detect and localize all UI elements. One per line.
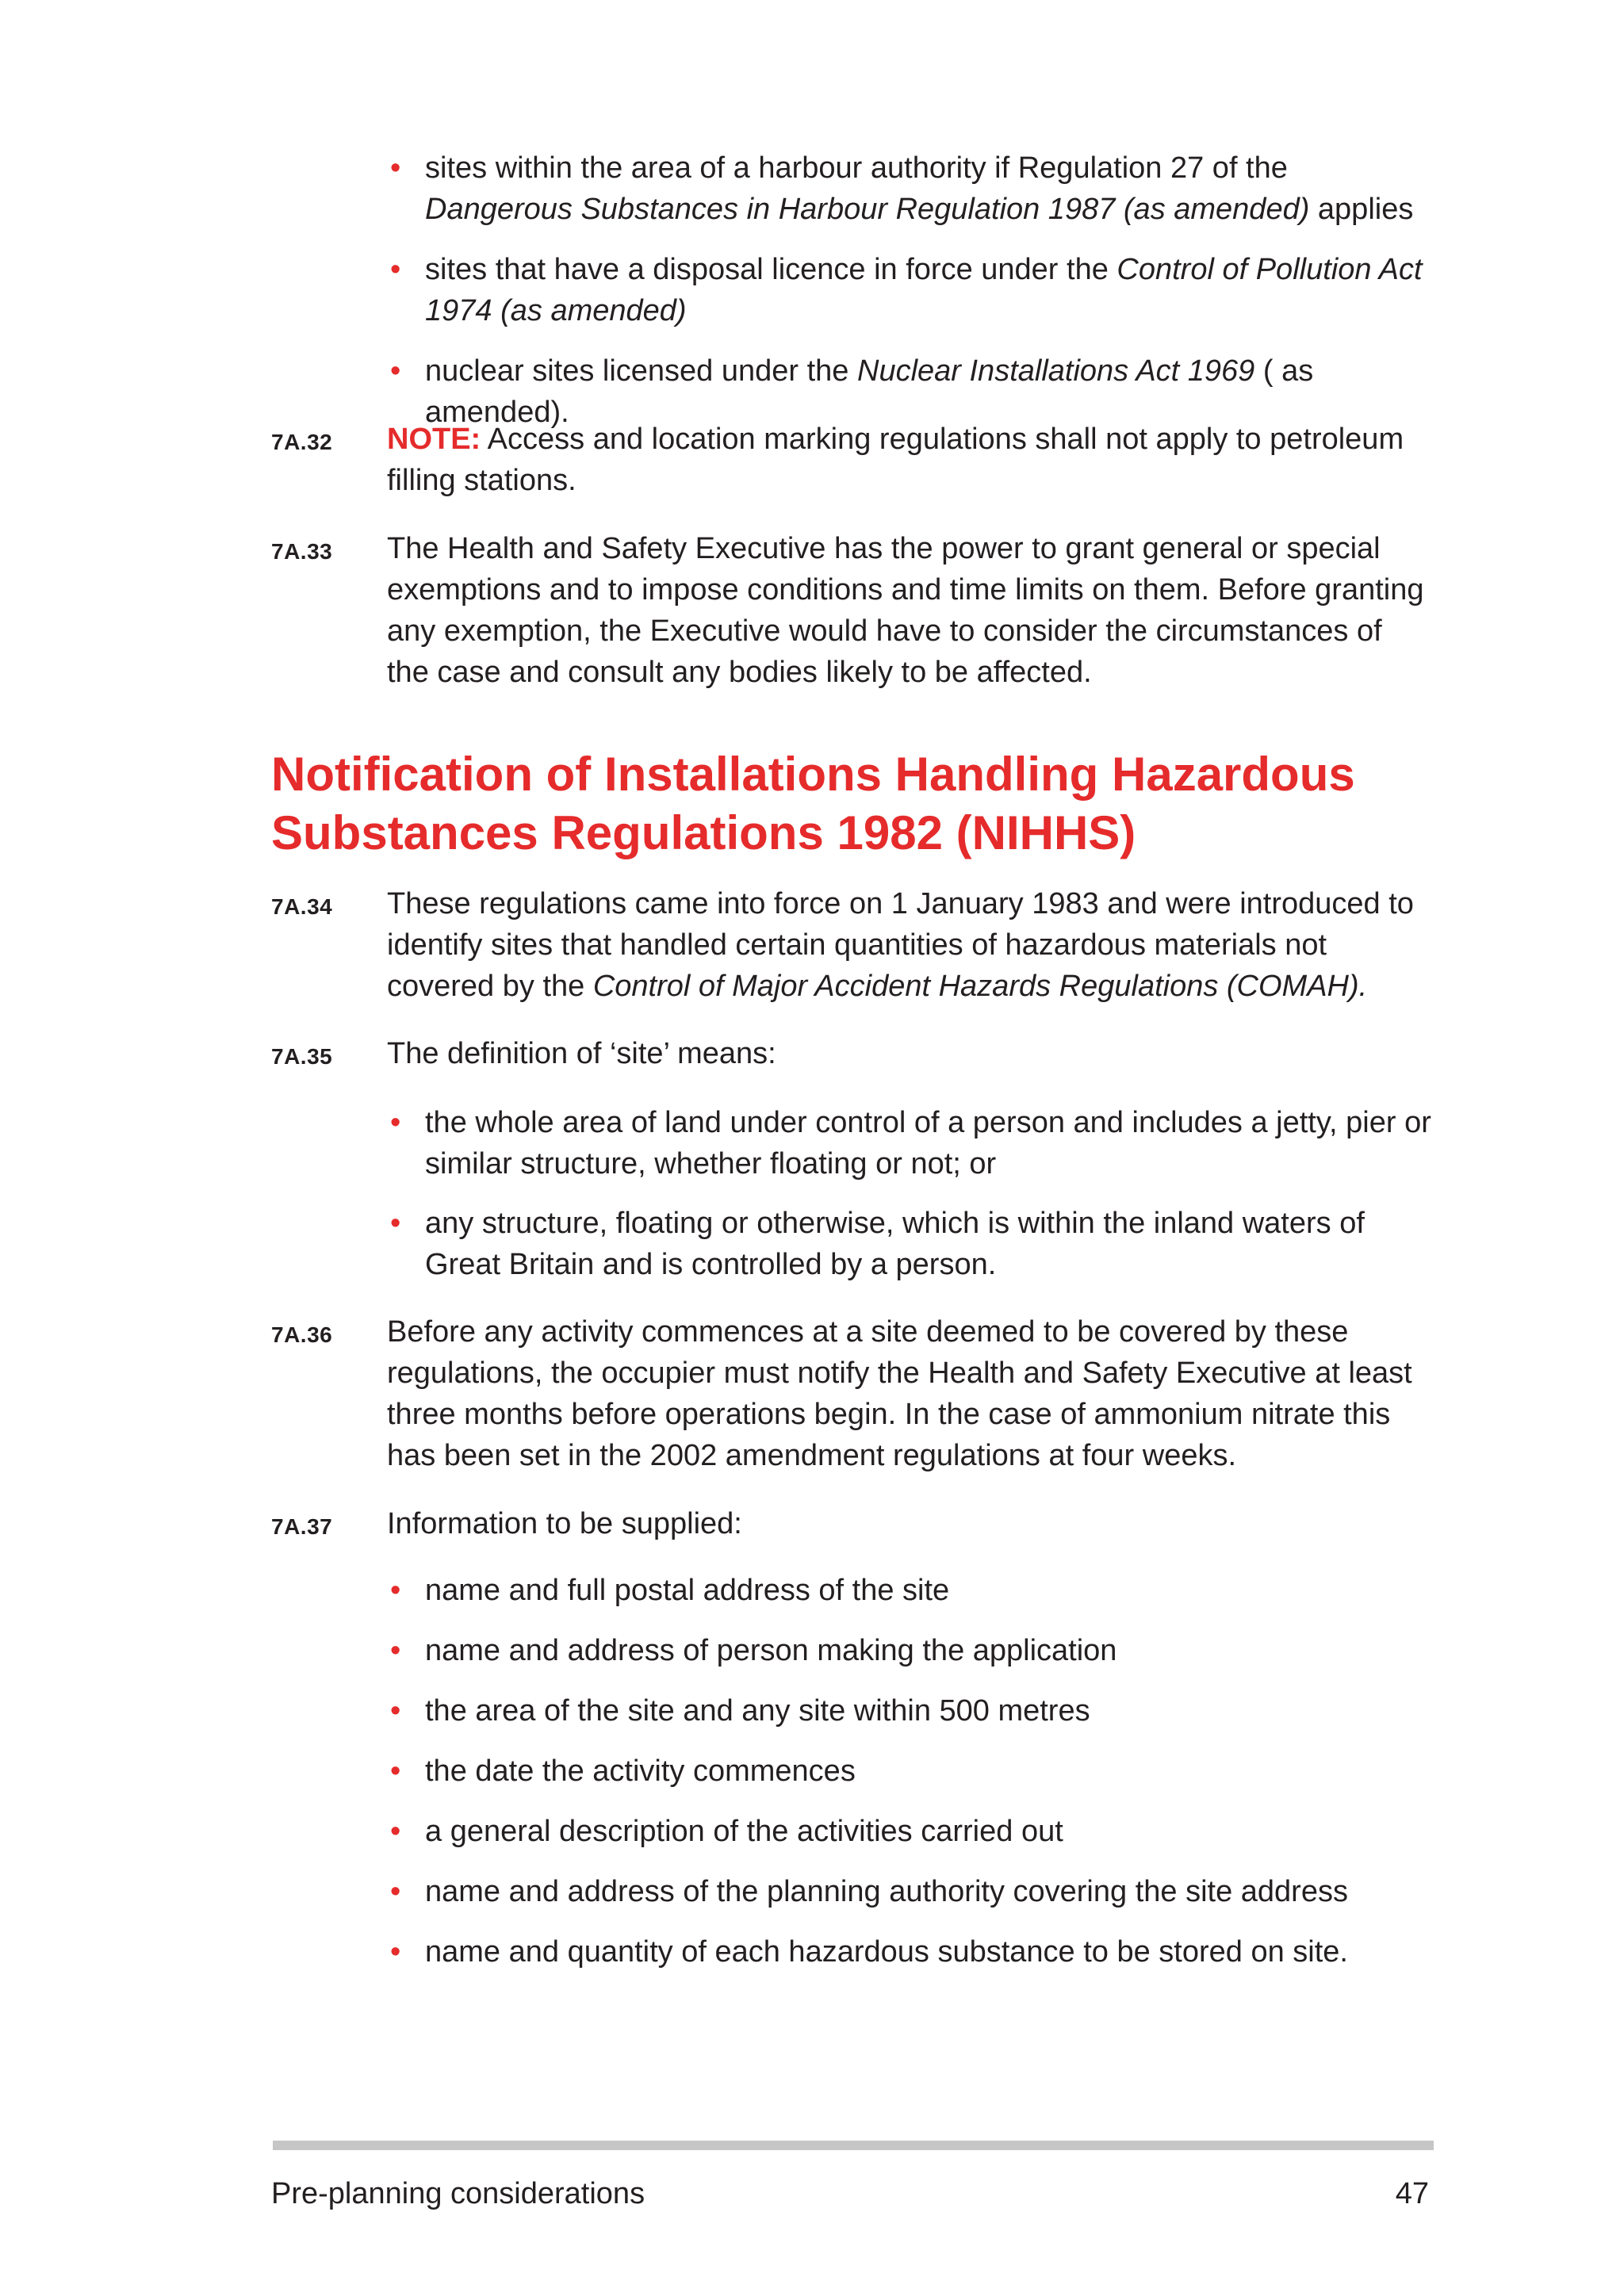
bullet-icon: • [390,1755,401,1788]
paragraph-body [387,883,1432,1007]
bullet-icon: • [390,1106,401,1139]
bullet-icon: • [390,1634,401,1667]
list-item [390,1751,1432,1792]
list-item [390,249,1432,331]
list-item [390,1811,1432,1852]
regulation-title: Control of Major Accident Hazards Regulations (COMAH). [592,970,1368,1003]
list-item-text: name and full postal address of the site [425,1574,950,1607]
paragraph-text: Information to be supplied: [387,1507,742,1540]
list-item-text: nuclear sites licensed under the [425,354,857,388]
bullet-icon: • [390,253,401,286]
note-label: NOTE: [387,423,481,456]
list-item-text: name and quantity of each hazardous substance to be stored on site. [425,1935,1348,1969]
paragraph-number: 7A.35 [271,1044,333,1069]
list-item-text: the area of the site and any site within 500 metres [425,1694,1090,1728]
list-item-text: ( as amended). [425,354,1314,429]
paragraph-text: The Health and Safety Executive has the power to grant general or special exemptions and to impose conditions and time limits on them. Before granting any exemption, the Executive would have to consider the circumstances of the case and consult any bodies likely to be affected. [387,532,1424,689]
regulation-title: Control of Pollution Act 1974 (as amended) [425,253,1423,327]
bullet-icon: • [390,1815,401,1848]
list-item-text: sites within the area of a harbour authority if Regulation 27 of the [425,151,1288,185]
footer-section-title: Pre-planning considerations [271,2177,645,2210]
list-item [390,1203,1432,1285]
paragraph-body [387,419,1432,501]
list-item-text: the whole area of land under control of a person and includes a jetty, pier or similar structure, whether floating or not; or [425,1106,1431,1181]
paragraph-number: 7A.37 [271,1514,333,1539]
list-item [390,1931,1432,1973]
list-item-text: applies [1309,193,1414,226]
paragraph-number: 7A.33 [271,539,333,564]
bullet-icon: • [390,1207,401,1240]
bullet-icon: • [390,354,401,388]
bullet-icon: • [390,1875,401,1908]
list-item-text: the date the activity commences [425,1755,856,1788]
regulation-title: Dangerous Substances in Harbour Regulation 1987 (as amended) [425,193,1310,226]
bullet-icon: • [390,1574,401,1607]
list-item [390,1570,1432,1611]
list-item [390,1102,1432,1184]
paragraph-number: 7A.34 [271,894,333,919]
footer-rule [273,2141,1434,2150]
list-item-text: name and address of the planning authority covering the site address [425,1875,1348,1908]
paragraph-text: The definition of ‘site’ means: [387,1037,776,1070]
list-item-text: a general description of the activities carried out [425,1815,1063,1848]
paragraph-text: Before any activity commences at a site deemed to be covered by these regulations, the occupier must notify the Health and Safety Executive at least three months before operations begin. In the case of ammonium nitrate this has been set in the 2002 amendment regulations at four weeks. [387,1315,1412,1472]
regulation-title: Nuclear Installations Act 1969 [857,354,1255,388]
list-item [390,147,1432,230]
bullet-icon: • [390,151,401,185]
list-item-text: name and address of person making the application [425,1634,1117,1667]
paragraph-text: These regulations came into force on 1 January 1983 and were introduced to identify sites that handled certain quantities of hazardous materials not covered by the [387,887,1414,1003]
paragraph-number: 7A.36 [271,1322,333,1347]
paragraph-number: 7A.32 [271,430,333,454]
list-item-text: any structure, floating or otherwise, which is within the inland waters of Great Britain and is controlled by a person. [425,1207,1365,1281]
section-heading: Notification of Installations Handling Hazardous Substances Regulations 1982 (NIHHS) [271,748,1355,859]
list-item [390,1690,1432,1732]
list-item [390,1871,1432,1912]
list-item-text: sites that have a disposal licence in force under the [425,253,1117,286]
bullet-icon: • [390,1694,401,1728]
bullet-icon: • [390,1935,401,1969]
page-number: 47 [1395,2177,1429,2210]
list-item [390,1630,1432,1671]
paragraph-text: Access and location marking regulations shall not apply to petroleum filling stations. [387,423,1404,497]
